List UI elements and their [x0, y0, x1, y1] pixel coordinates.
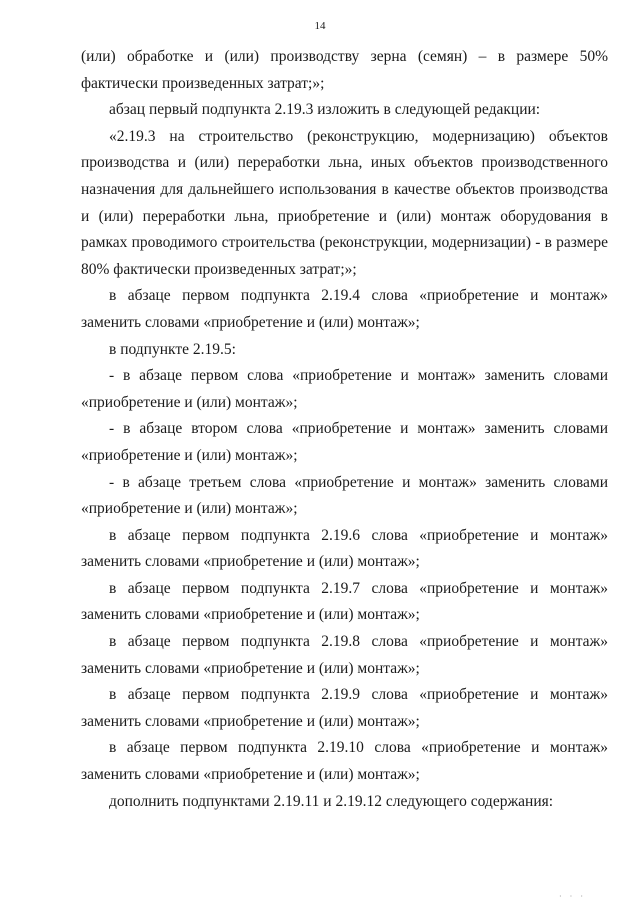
- paragraph-amend-2-19-7: в абзаце первом подпункта 2.19.7 слова «приобретение и монтаж» заменить словами «приобретение и (или) монтаж»;: [81, 579, 608, 624]
- paragraph-amend-2-19-3-intro: абзац первый подпункта 2.19.3 изложить в следующей редакции:: [109, 101, 541, 119]
- paragraph-amend-2-19-5-intro: в подпункте 2.19.5:: [109, 340, 236, 358]
- paragraph-2-19-5-item-3: - в абзаце третьем слова «приобретение и монтаж» заменить словами «приобретение и (или) монтаж»;: [81, 473, 608, 518]
- paragraph-2-19-3-text: «2.19.3 на строительство (реконструкцию, модернизацию) объектов производства и (или) переработки льна, иных объектов производственного назначения для дальнейшего использования в качестве объектов производства и (или) переработки льна, приобретение и (или) монтаж оборудования в рамках проводимого строительства (реконструкции, модернизации) - в размере 80% фактически произведенных затрат;»;: [81, 127, 608, 278]
- paragraph-amend-2-19-6: в абзаце первом подпункта 2.19.6 слова «приобретение и монтаж» заменить словами «приобретение и (или) монтаж»;: [81, 526, 608, 571]
- paragraph-amend-2-19-9: в абзаце первом подпункта 2.19.9 слова «приобретение и монтаж» заменить словами «приобретение и (или) монтаж»;: [81, 686, 608, 730]
- paragraph-amend-2-19-10: в абзаце первом подпункта 2.19.10 слова «приобретение и монтаж» заменить словами «приобретение и (или) монтаж»;: [81, 739, 608, 784]
- paragraph-2-19-5-item-2: - в абзаце втором слова «приобретение и монтаж» заменить словами «приобретение и (или) монтаж»;: [81, 420, 608, 464]
- paragraph-add-2-19-11-12: дополнить подпунктами 2.19.11 и 2.19.12 следующего содержания:: [109, 792, 554, 810]
- document-body: [81, 44, 608, 815]
- paragraph-2-19-5-item-1: - в абзаце первом слова «приобретение и монтаж» заменить словами «приобретение и (или) монтаж»;: [81, 367, 608, 411]
- scan-corner-marks: · · ·: [559, 892, 586, 901]
- paragraph-amend-2-19-8: в абзаце первом подпункта 2.19.8 слова «приобретение и монтаж» заменить словами «приобретение и (или) монтаж»;: [81, 633, 608, 677]
- page-number: 14: [314, 20, 326, 32]
- paragraph-continuation: (или) обработке и (или) производству зерна (семян) – в размере 50% фактически произведенных затрат;»;: [81, 48, 608, 92]
- paragraph-amend-2-19-4: в абзаце первом подпункта 2.19.4 слова «приобретение и монтаж» заменить словами «приобретение и (или) монтаж»;: [81, 287, 608, 331]
